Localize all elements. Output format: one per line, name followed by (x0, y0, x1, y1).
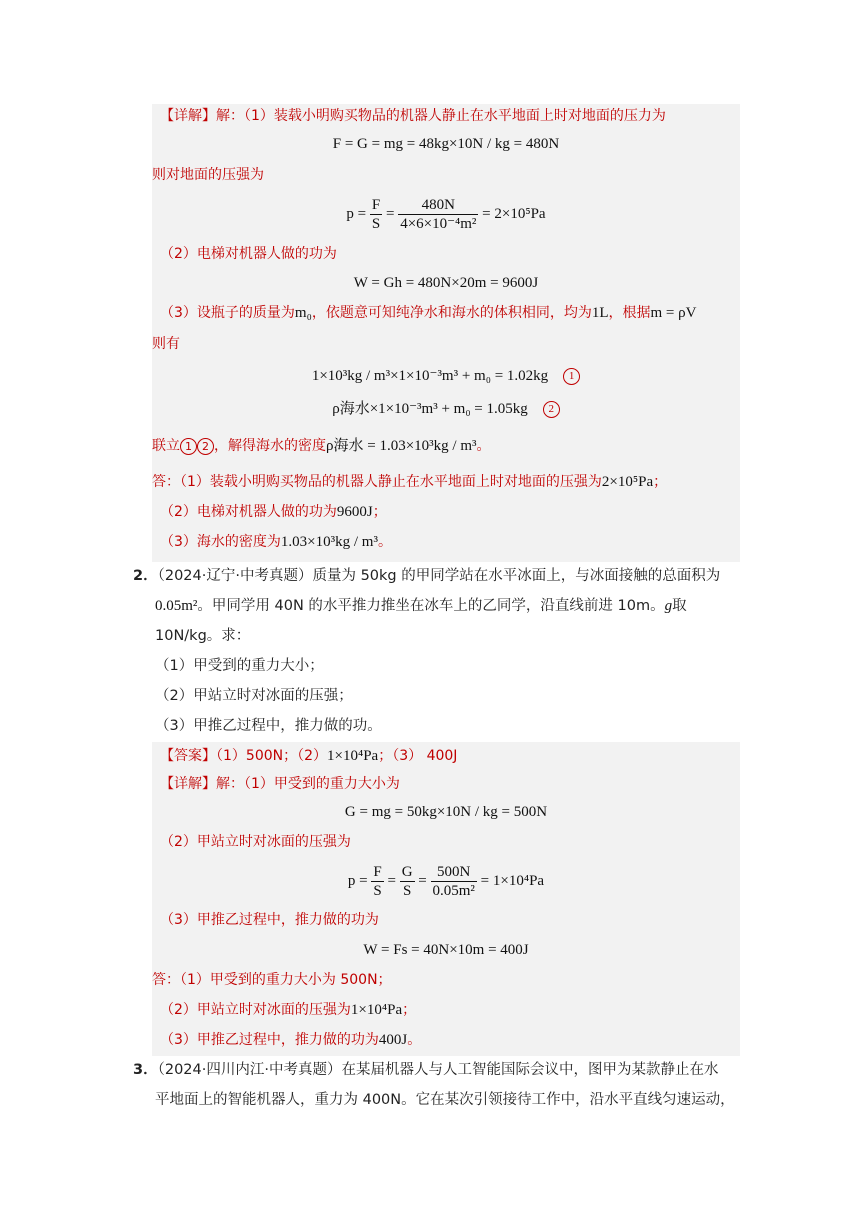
combine-line: 联立 1 2 ，解得海水的密度ρ海水 = 1.03×10³kg / m³。 (152, 438, 491, 454)
circle-mark-2: 2 (543, 401, 560, 418)
detail-line-2: 【详解】解：（1）甲受到的重力大小为 (160, 776, 400, 792)
equation-pressure: p = $\frac{F}{S}$ = $\frac{480N}{\text{4×6×10⁻⁴m²}}$ = 2×10⁵Pa (346, 197, 546, 233)
detail-tag: 【详解】 (160, 108, 216, 124)
equation-1: 1×10³kg / m³×1×10⁻³m³ + m₀ = 1.02kg 1 (152, 366, 740, 386)
question-number: 2． (133, 568, 158, 584)
question-2-line-1: 2．（2024·辽宁·中考真题）质量为 50kg 的甲同学站在水平冰面上，与冰面接触的总面积为 (133, 568, 721, 584)
part3-text: （3）设瓶子的质量为m₀，依题意可知纯净水和海水的体积相同，均为1L，根据m = ρV (160, 305, 697, 321)
q2-answer-1: 答：（1）甲受到的重力大小为 500N； (152, 972, 392, 988)
question-2-sub-1: （1）甲受到的重力大小； (155, 658, 324, 674)
question-number: 3． (133, 1062, 158, 1078)
equation-work: W = Gh = 480N×20m = 9600J (353, 275, 539, 291)
answer-2: （2）电梯对机器人做的功为9600J； (160, 504, 387, 520)
part2-text: （2）电梯对机器人做的功为 (160, 246, 337, 262)
equation-2: ρ海水×1×10⁻³m³ + m₀ = 1.05kg 2 (152, 399, 740, 419)
q2-answer-3: （3）甲推乙过程中，推力做的功为400J。 (160, 1032, 422, 1048)
answer-1: 答：（1）装载小明购买物品的机器人静止在水平地面上时对地面的压强为2×10⁵Pa； (152, 474, 668, 490)
answer-line: 【答案】（1）500N；（2）1×10⁴Pa；（3） 400J (160, 748, 458, 764)
fraction-value: $\frac{480N}{\text{4×6×10⁻⁴m²}}$ (400, 197, 477, 233)
question-3-line-1: 3．（2024·四川内江·中考真题）在某届机器人与人工智能国际会议中，图甲为某款静止在水 (133, 1062, 719, 1078)
question-2-line-3: 10N/kg。求： (155, 628, 251, 644)
equation-ice-pressure: p = $\frac{F}{S}$ = $\frac{G}{S}$ = $\frac{500N}{\text{0.05m²}}$ = 1×10⁴Pa (347, 864, 545, 900)
equation-force: F = G = mg = 48kg×10N / kg = 480N (332, 136, 560, 152)
answer-3: （3）海水的密度为1.03×10³kg / m³。 (160, 534, 392, 550)
pressure-intro: 则对地面的压强为 (152, 167, 264, 183)
fraction-f-over-s: $\frac{F}{S}$ (371, 197, 381, 233)
question-2-sub-2: （2）甲站立时对冰面的压强； (155, 688, 353, 704)
detail-2-line: （2）甲站立时对冰面的压强为 (160, 834, 351, 850)
detail-text: 解：（1）装载小明购买物品的机器人静止在水平地面上时对地面的压力为 (216, 108, 666, 124)
circle-mark-1: 1 (563, 368, 580, 385)
equation-gravity: G = mg = 50kg×10N / kg = 500N (344, 804, 548, 820)
question-3-line-2: 平地面上的智能机器人，重力为 400N。它在某次引领接待工作中，沿水平直线匀速运动， (155, 1092, 735, 1108)
question-2-line-2: 0.05m²。甲同学用 40N 的水平推力推坐在冰车上的乙同学，沿直线前进 10m。g取 (155, 598, 687, 614)
equation-push-work: W = Fs = 40N×10m = 400J (363, 942, 529, 958)
detail-3-line: （3）甲推乙过程中，推力做的功为 (160, 912, 379, 928)
then-text: 则有 (152, 336, 180, 352)
q2-answer-2: （2）甲站立时对冰面的压强为1×10⁴Pa； (160, 1002, 417, 1018)
detail-line (160, 106, 666, 126)
question-2-sub-3: （3）甲推乙过程中，推力做的功。 (155, 718, 382, 734)
